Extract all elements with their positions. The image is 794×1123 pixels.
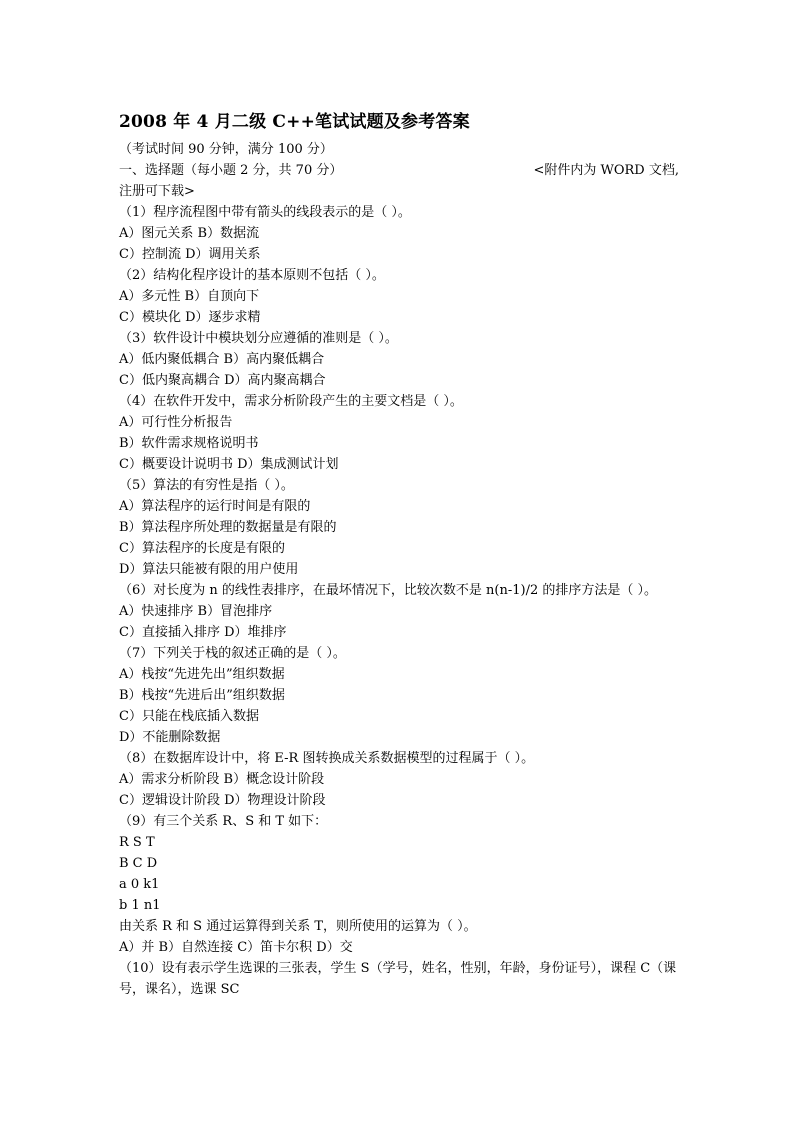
text-line: （3）软件设计中模块划分应遵循的准则是（ ）。 — [119, 331, 398, 346]
text-line: C）概要设计说明书 D）集成测试计划 — [119, 457, 339, 472]
text-line: A）栈按“先进先出”组织数据 — [119, 667, 285, 682]
text-line: C）控制流 D）调用关系 — [119, 247, 261, 262]
text-line: C）模块化 D）逐步求精 — [119, 310, 261, 325]
text-line: B）算法程序所处理的数据量是有限的 — [119, 520, 337, 535]
text-line: B）栈按“先进后出”组织数据 — [119, 688, 285, 703]
text-line: A）多元性 B）自顶向下 — [119, 289, 260, 304]
section-heading: 一、选择题（每小题 2 分，共 70 分） — [119, 163, 343, 178]
text-line: （2）结构化程序设计的基本原则不包括（ ）。 — [119, 268, 385, 283]
text-line: A）快速排序 B）冒泡排序 — [119, 604, 273, 619]
text-line: （1）程序流程图中带有箭头的线段表示的是（ ）。 — [119, 205, 411, 220]
text-line: b 1 n1 — [119, 898, 161, 913]
text-line: A）图元关系 B）数据流 — [119, 226, 260, 241]
exam-info: （考试时间 90 分钟，满分 100 分） — [119, 142, 333, 157]
text-line: C）只能在栈底插入数据 — [119, 709, 259, 724]
text-line: A）需求分析阶段 B）概念设计阶段 — [119, 772, 325, 787]
text-line: （9）有三个关系 R、S 和 T 如下： — [119, 814, 328, 829]
text-line: （8）在数据库设计中，将 E-R 图转换成关系数据模型的过程属于（ ）。 — [119, 751, 535, 766]
text-line: A）低内聚低耦合 B）高内聚低耦合 — [119, 352, 325, 367]
attachment-note: <附件内为 WORD 文档, — [533, 163, 679, 178]
text-line: A）并 B）自然连接 C）笛卡尔积 D）交 — [119, 940, 353, 955]
text-line: D）算法只能被有限的用户使用 — [119, 562, 299, 577]
text-line: R S T — [119, 835, 155, 850]
document-title: 2008 年 4 月二级 C++笔试试题及参考答案 — [119, 112, 470, 132]
text-line: D）不能删除数据 — [119, 730, 221, 745]
text-line: C）直接插入排序 D）堆排序 — [119, 625, 287, 640]
text-line: （4）在软件开发中，需求分析阶段产生的主要文档是（ ）。 — [119, 394, 463, 409]
text-line: C）低内聚高耦合 D）高内聚高耦合 — [119, 373, 326, 388]
text-line: C）算法程序的长度是有限的 — [119, 541, 285, 556]
text-line: （10）设有表示学生选课的三张表，学生 S（学号，姓名，性别，年龄，身份证号），课程 C（课号，课名），选课 SC — [119, 961, 677, 997]
text-line: A）算法程序的运行时间是有限的 — [119, 499, 311, 514]
text-line: A）可行性分析报告 — [119, 415, 233, 430]
text-line: B C D — [119, 856, 158, 871]
text-line: C）逻辑设计阶段 D）物理设计阶段 — [119, 793, 326, 808]
document-body — [119, 139, 679, 1000]
text-line: a 0 k1 — [119, 877, 160, 892]
text-line: B）软件需求规格说明书 — [119, 436, 259, 451]
section-heading-row — [119, 160, 679, 181]
text-line: （5）算法的有穷性是指（ ）。 — [119, 478, 294, 493]
text-line: （7）下列关于栈的叙述正确的是（ ）。 — [119, 646, 346, 661]
text-line: 由关系 R 和 S 通过运算得到关系 T，则所使用的运算为（ ）。 — [119, 919, 477, 934]
attachment-note-continued: 注册可下载> — [119, 184, 195, 199]
text-line: （6）对长度为 n 的线性表排序，在最坏情况下，比较次数不是 n(n-1)/2 的排序方法是（ ）。 — [119, 583, 658, 598]
